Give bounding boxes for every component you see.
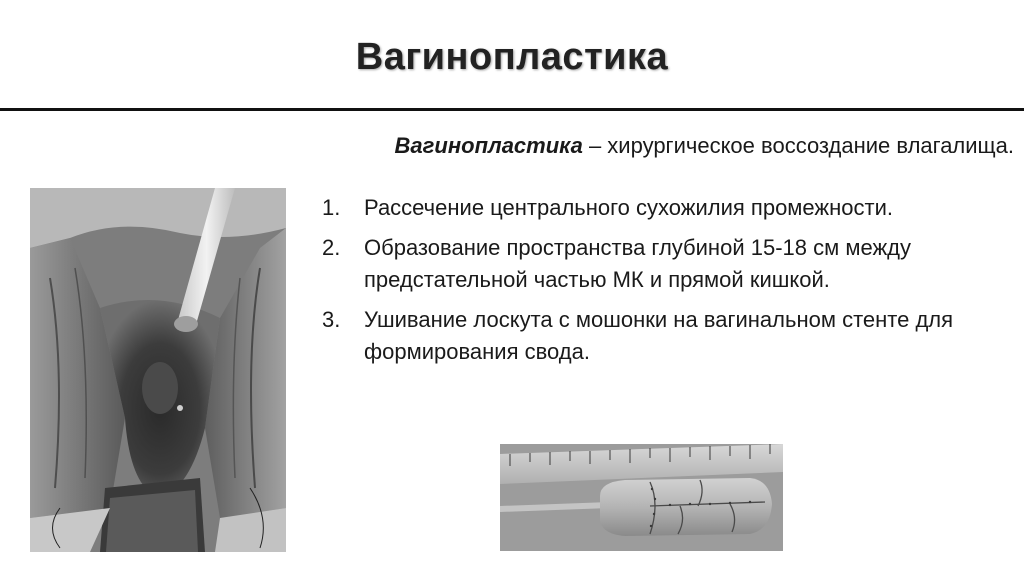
definition-body: – хирургическое воссоздание влагалища.: [582, 133, 1014, 158]
list-item: [322, 304, 972, 368]
steps-list: [322, 192, 972, 376]
step-number: 3.: [322, 307, 341, 332]
step-number: 1.: [322, 195, 341, 220]
definition-text: [374, 130, 1014, 161]
list-item: [322, 232, 972, 296]
surgical-photo: [30, 188, 286, 552]
stent-photo-graphic: [500, 444, 783, 551]
stent-photo: [500, 444, 783, 551]
step-text: Образование пространства глубиной 15-18 см между предстательной частью МК и прямой кишкой.: [364, 235, 912, 292]
step-text: Рассечение центрального сухожилия промежности.: [364, 195, 893, 220]
title-divider: [0, 108, 1024, 111]
step-text: Ушивание лоскута с мошонки на вагинальном стенте для формирования свода.: [364, 307, 954, 364]
surgical-photo-graphic: [30, 188, 286, 552]
step-number: 2.: [322, 235, 341, 260]
list-item: [322, 192, 972, 224]
slide-title: Вагинопластика: [355, 36, 669, 78]
definition-term: Вагинопластика: [394, 133, 583, 158]
